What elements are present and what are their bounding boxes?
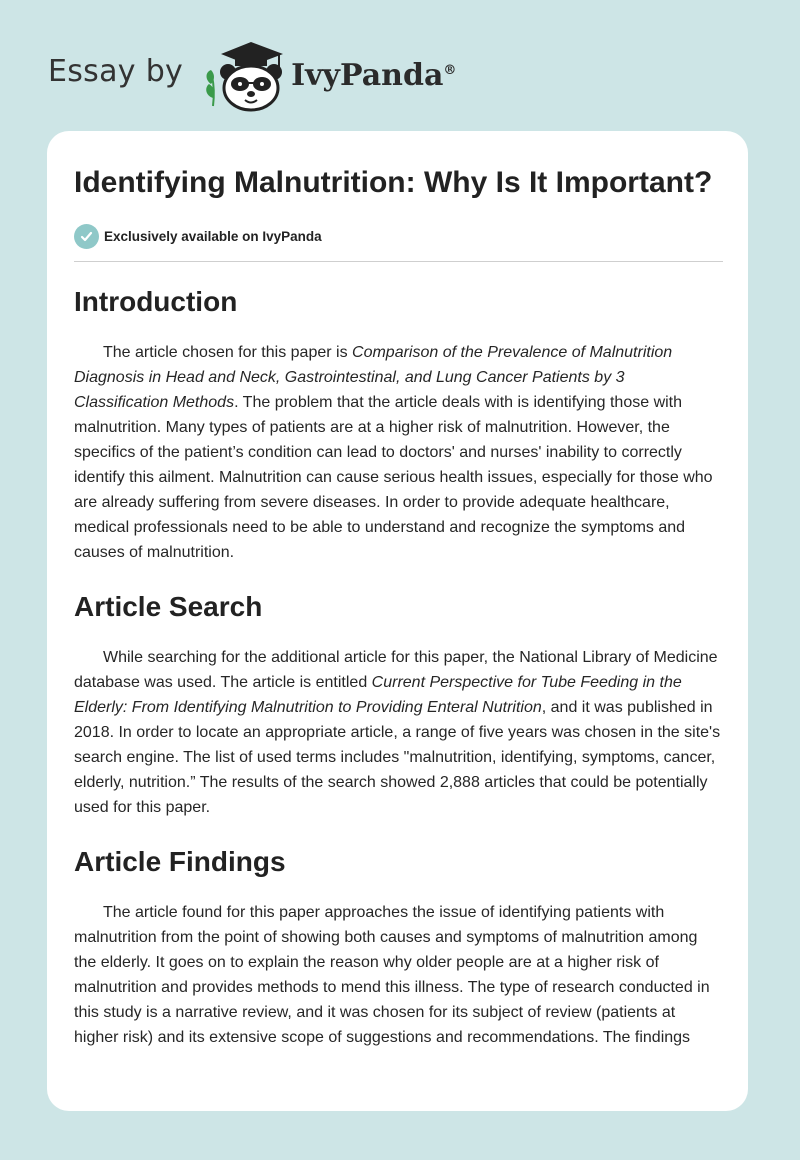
article-title-reference: Comparison of the Prevalence of Malnutrition Diagnosis in Head and Neck, Gastrointestinal, and Lung Cancer Patients by 3 Classification Methods	[74, 344, 673, 411]
paragraph-article-search: While searching for the additional article for this paper, the National Library of Medicine database was used. The article is entitled Current Perspective for Tube Feeding in the Elderly: From Identifying Malnutrition to Providing Enteral Nutrition, and it was published in 2018. In order to locate an appropriate article, a range of five years was chosen in the site's search engine. The list of used terms includes "malnutrition, identifying, symptoms, cancer, elderly, nutrition.” The results of the search showed 2,888 articles that could be potentially used for this paper.	[74, 649, 721, 816]
paragraph-introduction: The article chosen for this paper is Comparison of the Prevalence of Malnutrition Diagnosis in Head and Neck, Gastrointestinal, and Lung Cancer Patients by 3 Classification Methods. The problem that the article deals with is identifying those with malnutrition. Many types of patients are at a higher risk of malnutrition. However, the specifics of the patient’s condition can lead to doctors' and nurses' inability to correctly identify this ailment. Malnutrition can cause serious health issues, especially for those who are already suffering from severe diseases. In order to provide adequate healthcare, medical professionals need to be able to understand and recognize the symptoms and causes of malnutrition.	[74, 344, 713, 561]
heading-article-search: Article Search	[74, 591, 263, 622]
brand-prefix: Essay by	[48, 53, 184, 89]
paragraph-article-findings: The article found for this paper approaches the issue of identifying patients with malnutrition from the point of showing both causes and symptoms of malnutrition among the elderly. It goes on to explain the reason why older people are at a higher risk of malnutrition and provides methods to mend this illness. The type of research conducted in this study is a narrative review, and it was chosen for its subject of review (patients at higher risk) and its extensive scope of suggestions and recommendations. The findings	[74, 904, 710, 1046]
brand-header	[48, 36, 456, 112]
page-title: Identifying Malnutrition: Why Is It Important?	[74, 166, 713, 199]
exclusive-badge	[74, 223, 723, 249]
exclusive-text: Exclusively available on IvyPanda	[104, 228, 322, 244]
brand-name[interactable]: IvyPanda®	[291, 57, 457, 93]
heading-introduction: Introduction	[74, 286, 238, 317]
title-divider	[74, 261, 723, 262]
article-title-reference: Current Perspective for Tube Feeding in the Elderly: From Identifying Malnutrition to Providing Enteral Nutrition	[74, 674, 682, 716]
panda-graduate-icon[interactable]	[201, 36, 287, 112]
heading-article-findings: Article Findings	[74, 846, 286, 877]
essay-content	[74, 163, 723, 1050]
check-icon	[74, 224, 99, 249]
essay-card	[47, 131, 748, 1111]
